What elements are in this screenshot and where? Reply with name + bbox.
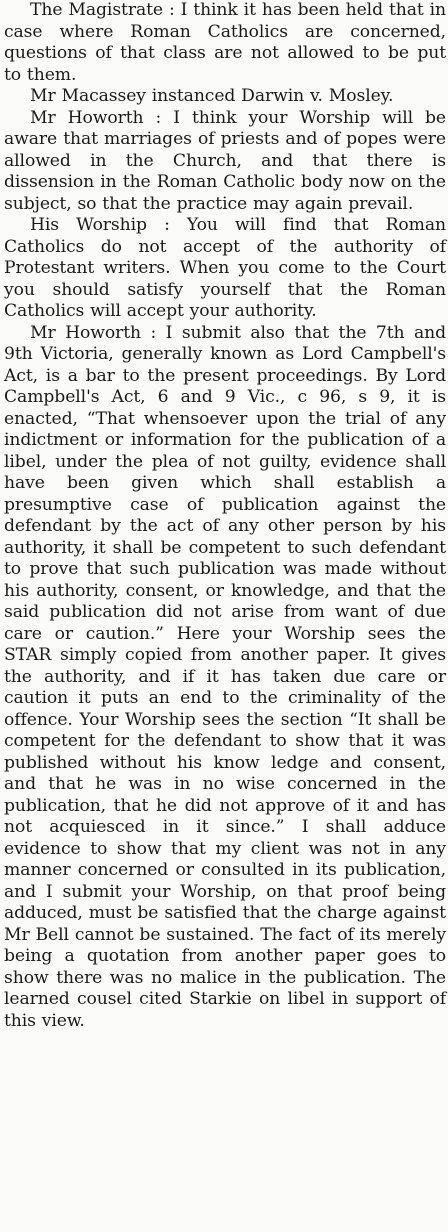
paragraph-howorth-priests: Mr Howorth : I think your Worship will be aware that marriages of priests and of popes were allowed in the Church, and that there is dissension in the Roman Catholic body now on the subject, so that the practice may again prevail.	[4, 107, 446, 214]
paragraph-worship-catholics: His Worship : You will find that Roman Catholics do not accept of the authority of Protestant writers. When you come to the Court you should satisfy yourself that the Roman Catholics will accept your authority.	[4, 215, 446, 321]
paragraph-howorth-campbells-act: Mr Howorth : I submit also that the 7th and 9th Victoria, generally known as Lord Campbell's Act, is a bar to the present proceedings. By Lord Campbell's Act, 6 and 9 Vic., c 96, s 9, it is enacted, “That whensoever upon the trial of any indictment or information for the publication of a libel, under the plea of not guilty, evidence shall have been given which shall establish a presumptive case of publication against the defendant by the act of any other person by his authority, it shall be competent to such defendant to prove that such publication was made without his authority, consent, or knowledge, and that the said publication did not arise from want of due care or caution.” Here your Worship sees the STAR simply copied from another paper. It gives the authority, and if it has taken due care or caution it puts an end to the criminality of the offence. Your Worship sees the section “It shall be competent for the defendant to show that it was published without his know ledge and consent, and that he was in no wise concerned in the publication, that he did not approve of it and has not acquiesced in it since.” I shall adduce evidence to show that my client was not in any manner concerned or consulted in its publication, and I submit your Worship, on that proof being adduced, must be satisfied that the charge against Mr Bell cannot be sustained. The fact of its merely being a quotation from another paper goes to show there was no malice in the publication. The learned cousel cited Starkie on libel in support of this view.	[4, 322, 446, 1031]
paragraph-macassey: Mr Macassey instanced Darwin v. Mosley.	[30, 86, 394, 106]
paragraph-magistrate: The Magistrate : I think it has been held that in case where Roman Catholics are concerned, questions of that class are not allowed to be put to them.	[4, 0, 446, 85]
